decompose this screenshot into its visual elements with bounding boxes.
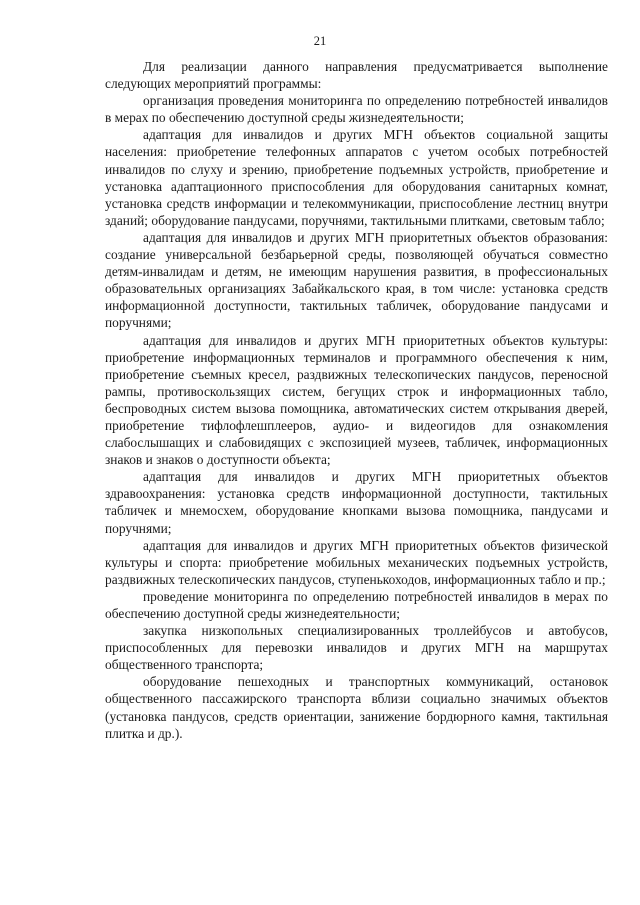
- paragraph-monitoring: организация проведения мониторинга по определению потребностей инвалидов в мерах по обеспечению доступной среды жизнедеятельности;: [105, 93, 608, 126]
- paragraph-intro: Для реализации данного направления предусматривается выполнение следующих мероприятий программы:: [105, 59, 608, 92]
- page-number: 21: [313, 34, 327, 48]
- paragraph-transport-purchase: закупка низкопольных специализированных троллейбусов и автобусов, приспособленных для перевозки инвалидов и других МГН на маршрутах общественного транспорта;: [105, 623, 608, 673]
- paragraph-monitoring-repeat: проведение мониторинга по определению потребностей инвалидов в мерах по обеспечению доступной среды жизнедеятельности;: [105, 588, 608, 621]
- paragraph-social-protection: адаптация для инвалидов и других МГН объектов социальной защиты населения: приобретение телефонных аппаратов с учетом особых потребностей инвалидов по слуху и зрению, приобретение подъемных устройств, приобретение и установка адаптационного приспособления для оборудования санитарных комнат, установка средств информации и телекоммуникации, приспособление лестниц внутри зданий; оборудование пандусами, поручнями, тактильными плитками, световым табло;: [105, 127, 608, 228]
- paragraph-sports: адаптация для инвалидов и других МГН приоритетных объектов физической культуры и спорта: приобретение мобильных механических подъемных устройств, раздвижных телескопических пандусов, ступенькоходов, информационных табло и пр.;: [105, 537, 608, 587]
- paragraph-healthcare: адаптация для инвалидов и других МГН приоритетных объектов здравоохранения: установка средств информационной доступности, тактильных табличек и мнемосхем, оборудование кнопками вызова помощника, пандусами и поручнями;: [105, 469, 608, 536]
- document-body: [105, 58, 608, 742]
- paragraph-education: адаптация для инвалидов и других МГН приоритетных объектов образования: создание универсальной безбарьерной среды, позволяющей обучаться совместно детям-инвалидам и детям, не имеющим нарушения развития, в профессиональных образовательных организациях Забайкальского края, в том числе: установка средств информационной доступности, тактильных табличек, оборудование пандусами и поручнями;: [105, 229, 608, 331]
- paragraph-culture: адаптация для инвалидов и других МГН приоритетных объектов культуры: приобретение информационных терминалов и программного обеспечения к ним, приобретение съемных кресел, раздвижных телескопических пандусов, переносной рампы, противоскользящих систем, бегущих строк и информационных табло, беспроводных систем вызова помощника, автоматических систем открывания дверей, приобретение тифлофлешплееров, аудио- и видеогидов для ознакомления слабослышащих и слабовидящих с экспозицией музеев, табличек, информационных знаков и знаков о доступности объекта;: [105, 332, 608, 468]
- paragraph-pedestrian-infrastructure: оборудование пешеходных и транспортных коммуникаций, остановок общественного пассажирского транспорта вблизи социально значимых объектов (установка пандусов, средств ориентации, занижение бордюрного камня, тактильная плитка и др.).: [105, 674, 608, 741]
